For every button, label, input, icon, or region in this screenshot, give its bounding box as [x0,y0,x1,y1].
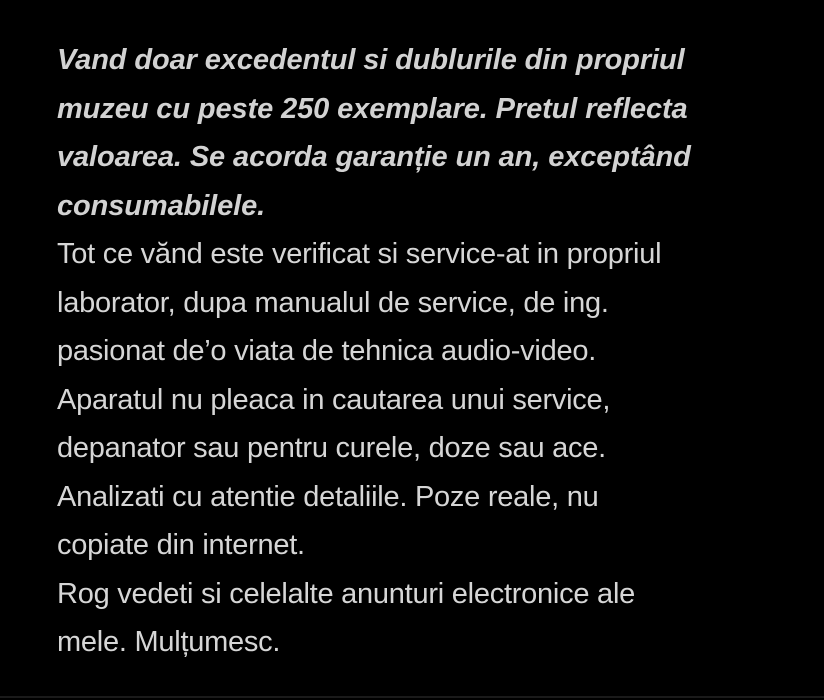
description-line: valoarea. Se acorda garanție un an, exceptând [57,141,691,173]
description-line: Aparatul nu pleaca in cautarea unui service, [57,383,611,416]
bottom-divider [0,696,824,698]
description-line: copiate din internet. [57,529,305,561]
description-line: mele. Mulțumesc. [57,626,281,658]
description-line: pasionat de’o viata de tehnica audio-video. [57,335,597,367]
description-line: Vand doar excedentul si dublurile din propriul [57,44,685,76]
description-line: Tot ce vănd este verificat si service-at in propriul [57,238,662,270]
listing-description [57,36,784,667]
description-line: muzeu cu peste 250 exemplare. Pretul reflecta [57,92,688,125]
description-line: Rog vedeti si celelalte anunturi electronice ale [57,577,636,610]
description-line: consumabilele. [57,189,266,222]
description-line: Analizati cu atentie detaliile. Poze reale, nu [57,480,599,513]
description-line: laborator, dupa manualul de service, de ing. [57,286,609,319]
description-line: depanator sau pentru curele, doze sau ace. [57,432,606,464]
